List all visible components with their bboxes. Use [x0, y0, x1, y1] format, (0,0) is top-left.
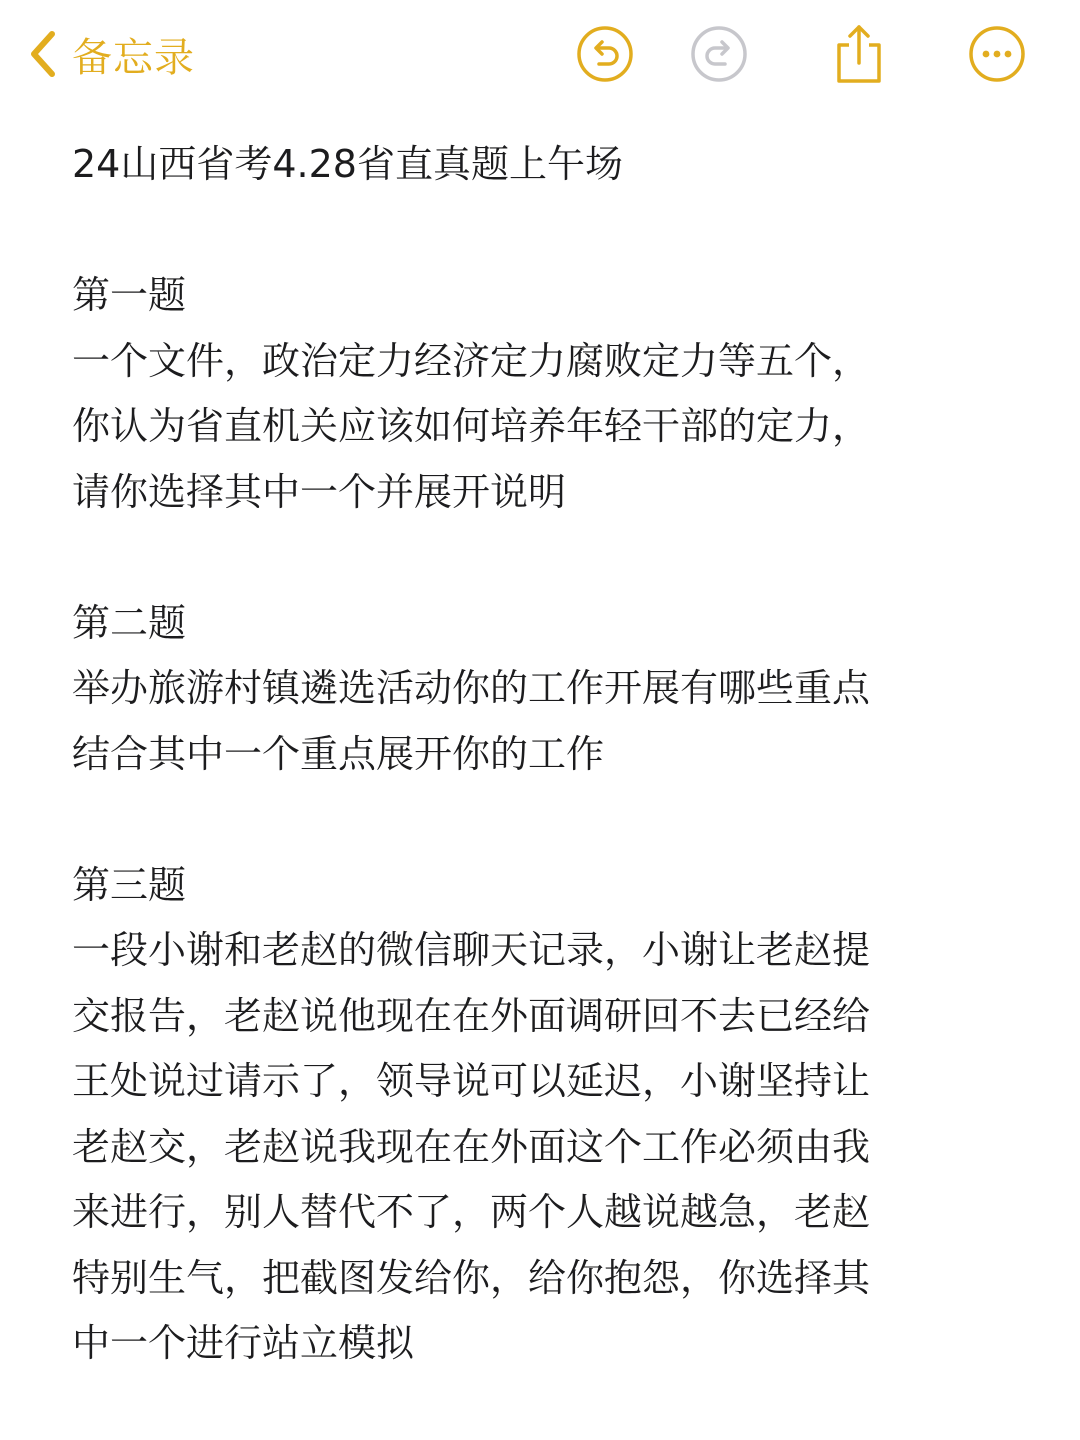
share-icon	[831, 23, 887, 85]
note-line: 中一个进行站立模拟	[72, 1321, 415, 1365]
note-line: 一个文件，政治定力经济定力腐败定力等五个，	[72, 338, 871, 383]
more-button[interactable]	[967, 24, 1027, 84]
note-line: 来进行，别人替代不了，两个人越说越急，老赵	[72, 1190, 871, 1234]
redo-icon	[690, 25, 748, 83]
note-title: 24山西省考4.28省直真题上午场	[72, 142, 623, 186]
undo-button[interactable]	[575, 24, 635, 84]
note-line: 老赵交，老赵说我现在在外面这个工作必须由我	[72, 1124, 871, 1169]
note-line: 一段小谢和老赵的微信聊天记录，小谢让老赵提	[72, 928, 871, 972]
chevron-left-icon	[28, 29, 58, 79]
note-line: 举办旅游村镇遴选活动你的工作开展有哪些重点	[72, 666, 871, 710]
note-line: 王处说过请示了，领导说可以延迟，小谢坚持让	[72, 1059, 871, 1103]
note-line: 特别生气，把截图发给你，给你抱怨，你选择其	[72, 1255, 871, 1300]
blank-line	[72, 525, 1002, 591]
section-heading: 第一题	[72, 273, 187, 317]
note-line: 你认为省直机关应该如何培养年轻干部的定力，	[72, 404, 871, 448]
note-line: 交报告，老赵说他现在在外面调研回不去已经给	[72, 993, 871, 1038]
blank-line	[72, 787, 1002, 853]
more-icon	[968, 25, 1026, 83]
navigation-bar	[0, 0, 1080, 110]
section-heading: 第二题	[72, 600, 187, 645]
blank-line	[72, 198, 1002, 264]
redo-button[interactable]	[689, 24, 749, 84]
note-line: 请你选择其中一个并展开说明	[72, 469, 567, 514]
note-body[interactable]	[72, 132, 1002, 1377]
share-button[interactable]	[829, 24, 889, 84]
back-button[interactable]	[28, 22, 195, 86]
back-label: 备忘录	[72, 34, 195, 81]
undo-icon	[576, 25, 634, 83]
section-heading: 第三题	[72, 862, 187, 907]
note-line: 结合其中一个重点展开你的工作	[72, 731, 605, 776]
